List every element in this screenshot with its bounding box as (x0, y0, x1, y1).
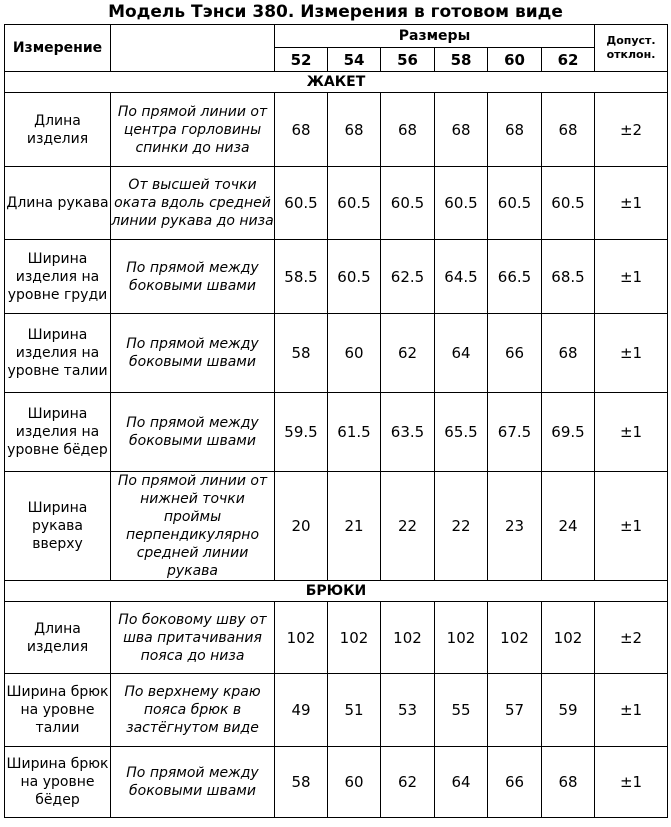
size-value: 60.5 (328, 167, 381, 240)
size-value: 58 (275, 747, 328, 818)
size-value: 58 (275, 314, 328, 393)
size-value: 67.5 (488, 393, 542, 472)
size-value: 68 (435, 93, 488, 167)
measurement-description: По прямой между боковыми швами (111, 314, 275, 393)
size-value: 61.5 (328, 393, 381, 472)
size-value: 68 (275, 93, 328, 167)
measurement-description: По прямой между боковыми швами (111, 393, 275, 472)
size-value: 22 (435, 472, 488, 581)
size-value: 68 (542, 747, 595, 818)
measurement-name: Ширина рукава вверху (5, 472, 111, 581)
size-header: 56 (381, 48, 435, 72)
size-header: 52 (275, 48, 328, 72)
size-value: 102 (488, 602, 542, 674)
size-value: 21 (328, 472, 381, 581)
header-row (5, 25, 668, 48)
measurement-name: Ширина брюк на уровне талии (5, 674, 111, 747)
size-value: 60 (328, 314, 381, 393)
measurements-table (4, 24, 668, 818)
size-value: 62.5 (381, 240, 435, 314)
size-header: 54 (328, 48, 381, 72)
size-value: 68.5 (542, 240, 595, 314)
size-value: 102 (542, 602, 595, 674)
size-value: 59.5 (275, 393, 328, 472)
size-value: 69.5 (542, 393, 595, 472)
table-row (5, 240, 668, 314)
tolerance-value: ±1 (595, 472, 668, 581)
size-value: 68 (488, 93, 542, 167)
size-value: 65.5 (435, 393, 488, 472)
size-value: 62 (381, 314, 435, 393)
measurement-name: Ширина изделия на уровне талии (5, 314, 111, 393)
table-row (5, 472, 668, 581)
measurement-name: Длина изделия (5, 93, 111, 167)
size-value: 22 (381, 472, 435, 581)
measurement-name: Длина рукава (5, 167, 111, 240)
size-value: 102 (435, 602, 488, 674)
size-value: 66 (488, 747, 542, 818)
size-value: 51 (328, 674, 381, 747)
measurement-name: Длина изделия (5, 602, 111, 674)
tolerance-value: ±1 (595, 393, 668, 472)
page-title: Модель Тэнси 380. Измерения в готовом виде (108, 2, 563, 22)
size-value: 60 (328, 747, 381, 818)
table-row (5, 393, 668, 472)
description-header (111, 25, 275, 72)
measurement-description: По боковому шву от шва притачивания пояса до низа (111, 602, 275, 674)
size-value: 63.5 (381, 393, 435, 472)
size-value: 60.5 (275, 167, 328, 240)
section-title: ЖАКЕТ (5, 72, 668, 93)
table-row (5, 674, 668, 747)
table-row (5, 314, 668, 393)
tolerance-header: Допуст. отклон. (595, 25, 668, 72)
measurement-header: Измерение (5, 25, 111, 72)
section-row (5, 581, 668, 602)
tolerance-value: ±2 (595, 602, 668, 674)
size-value: 59 (542, 674, 595, 747)
size-value: 57 (488, 674, 542, 747)
measurement-description: По верхнему краю пояса брюк в застёгнутом виде (111, 674, 275, 747)
tolerance-value: ±1 (595, 167, 668, 240)
size-value: 68 (328, 93, 381, 167)
measurement-name: Ширина брюк на уровне бёдер (5, 747, 111, 818)
size-value: 60.5 (542, 167, 595, 240)
size-value: 68 (542, 93, 595, 167)
measurement-description: От высшей точки оката вдоль средней линии рукава до низа (111, 167, 275, 240)
size-value: 55 (435, 674, 488, 747)
size-value: 23 (488, 472, 542, 581)
size-value: 58.5 (275, 240, 328, 314)
size-value: 68 (381, 93, 435, 167)
size-value: 60.5 (488, 167, 542, 240)
size-value: 20 (275, 472, 328, 581)
measurement-description: По прямой линии от нижней точки проймы перпендикулярно средней линии рукава (111, 472, 275, 581)
size-value: 66 (488, 314, 542, 393)
size-value: 62 (381, 747, 435, 818)
section-title: БРЮКИ (5, 581, 668, 602)
table-row (5, 93, 668, 167)
measurement-name: Ширина изделия на уровне груди (5, 240, 111, 314)
size-value: 102 (275, 602, 328, 674)
size-value: 64.5 (435, 240, 488, 314)
size-header: 58 (435, 48, 488, 72)
sizes-header: Размеры (275, 25, 595, 48)
size-value: 68 (542, 314, 595, 393)
measurement-description: По прямой между боковыми швами (111, 240, 275, 314)
tolerance-value: ±1 (595, 240, 668, 314)
size-value: 24 (542, 472, 595, 581)
tolerance-value: ±1 (595, 747, 668, 818)
tolerance-value: ±2 (595, 93, 668, 167)
size-value: 53 (381, 674, 435, 747)
section-row (5, 72, 668, 93)
size-value: 64 (435, 747, 488, 818)
size-value: 102 (328, 602, 381, 674)
size-header: 62 (542, 48, 595, 72)
size-value: 60.5 (328, 240, 381, 314)
size-value: 66.5 (488, 240, 542, 314)
size-value: 64 (435, 314, 488, 393)
size-value: 60.5 (381, 167, 435, 240)
size-header: 60 (488, 48, 542, 72)
size-value: 49 (275, 674, 328, 747)
table-row (5, 167, 668, 240)
measurement-description: По прямой между боковыми швами (111, 747, 275, 818)
tolerance-value: ±1 (595, 314, 668, 393)
tolerance-value: ±1 (595, 674, 668, 747)
measurement-description: По прямой линии от центра горловины спинки до низа (111, 93, 275, 167)
measurement-name: Ширина изделия на уровне бёдер (5, 393, 111, 472)
table-row (5, 747, 668, 818)
size-value: 60.5 (435, 167, 488, 240)
size-value: 102 (381, 602, 435, 674)
table-row (5, 602, 668, 674)
